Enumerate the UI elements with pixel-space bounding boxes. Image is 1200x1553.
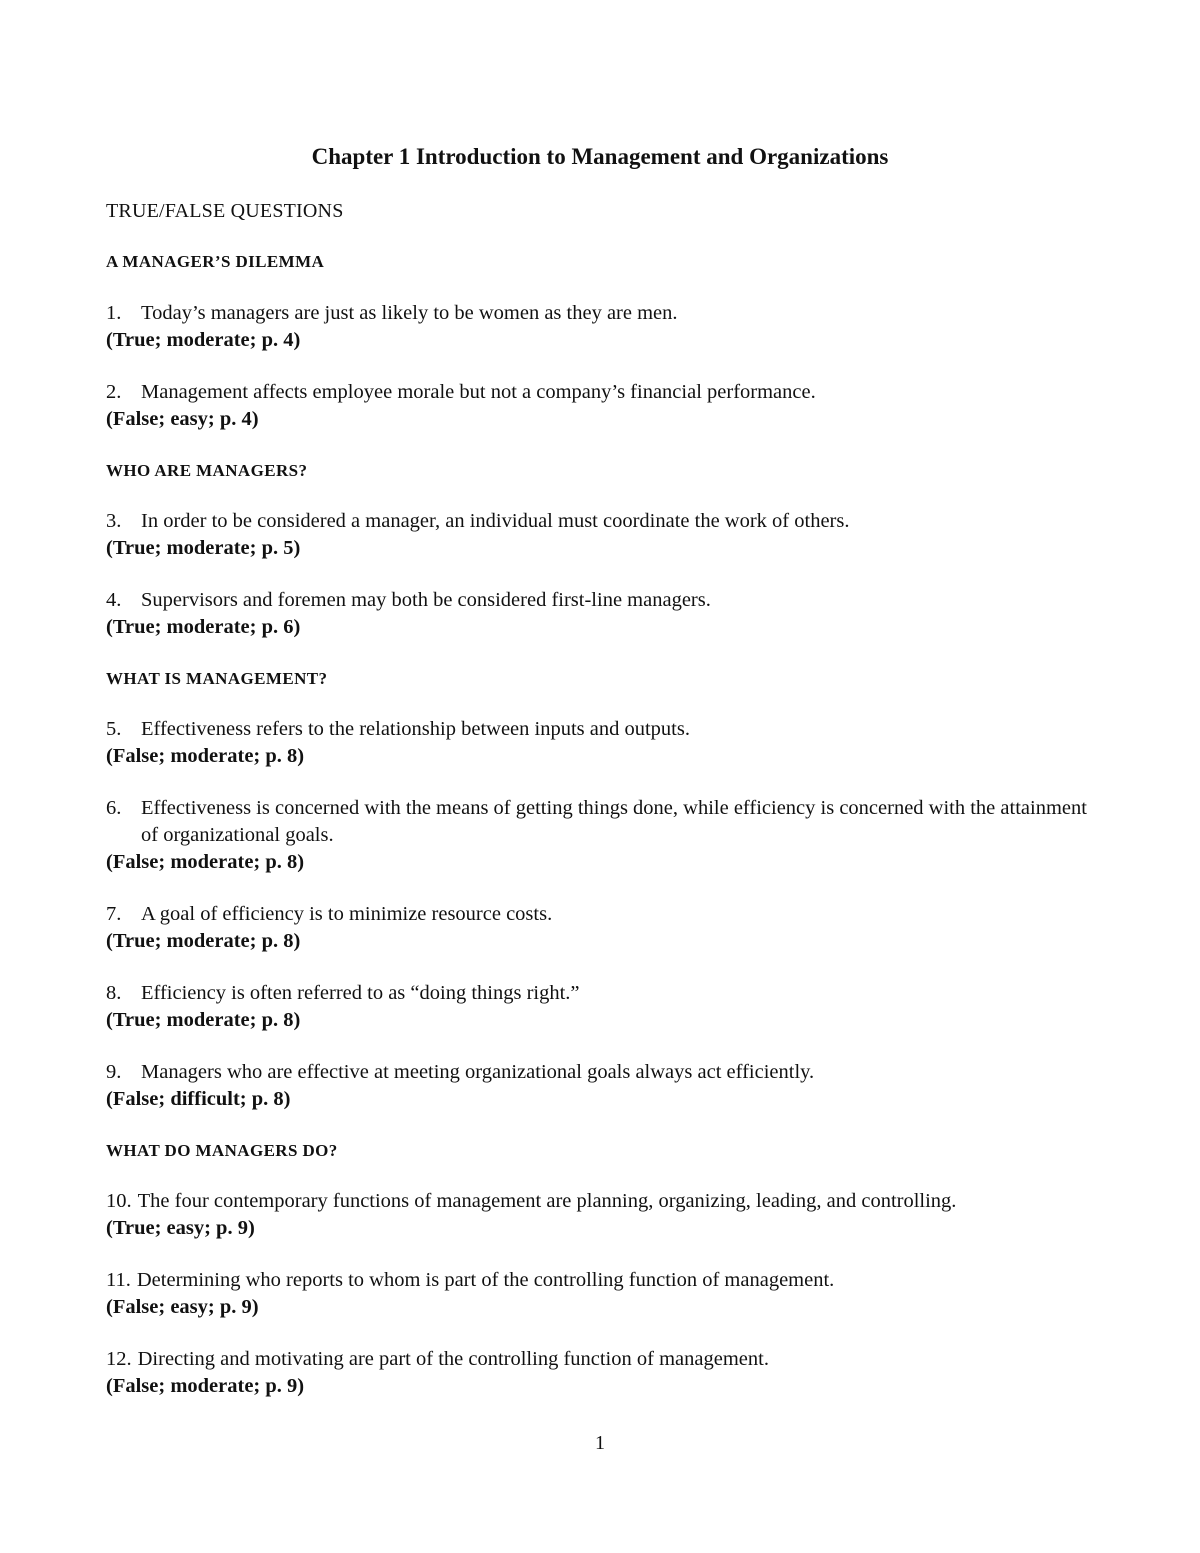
page-title: Chapter 1 Introduction to Management and Organizations — [311, 144, 889, 169]
section-heading-managers-dilemma: A MANAGER’S DILEMMA — [106, 252, 325, 271]
question-text: Supervisors and foremen may both be considered first-line managers. — [141, 589, 711, 611]
document-body — [106, 198, 1106, 1399]
question-text: Effectiveness is concerned with the means of getting things done, while efficiency is concerned with the attainment of organizational goals. — [141, 797, 1087, 846]
answer-key: (True; moderate; p. 8) — [106, 930, 301, 952]
question-number: 4. — [106, 589, 122, 611]
question-item — [106, 300, 1106, 353]
question-number: 6. — [106, 797, 122, 819]
question-number: 11. — [106, 1269, 131, 1291]
question-text-row — [106, 716, 1106, 743]
question-item — [106, 1346, 1106, 1399]
answer-key: (True; moderate; p. 4) — [106, 329, 301, 351]
question-text: Effectiveness refers to the relationship between inputs and outputs. — [141, 718, 690, 740]
section-heading-what-do-managers-do: WHAT DO MANAGERS DO? — [106, 1141, 338, 1160]
question-number: 7. — [106, 903, 122, 925]
answer-key: (False; moderate; p. 8) — [106, 745, 305, 767]
question-number: 12. — [106, 1348, 132, 1370]
question-number: 2. — [106, 381, 122, 403]
question-item — [106, 587, 1106, 640]
question-item — [106, 980, 1106, 1033]
answer-key: (True; moderate; p. 8) — [106, 1009, 301, 1031]
question-item — [106, 1059, 1106, 1112]
question-text-row — [106, 379, 1106, 406]
question-text-row — [106, 1346, 1106, 1373]
question-text-row — [106, 587, 1106, 614]
answer-key: (True; moderate; p. 6) — [106, 616, 301, 638]
answer-key: (False; difficult; p. 8) — [106, 1088, 291, 1110]
question-text: Management affects employee morale but not a company’s financial performance. — [141, 381, 816, 403]
question-text-row — [106, 980, 1106, 1007]
answer-key: (True; easy; p. 9) — [106, 1217, 255, 1239]
question-number: 5. — [106, 718, 122, 740]
section-heading-who-are-managers: WHO ARE MANAGERS? — [106, 461, 308, 480]
question-item — [106, 379, 1106, 432]
section-heading-what-is-management: WHAT IS MANAGEMENT? — [106, 669, 328, 688]
question-item — [106, 901, 1106, 954]
question-item — [106, 508, 1106, 561]
question-number: 1. — [106, 302, 122, 324]
question-text: In order to be considered a manager, an individual must coordinate the work of others. — [141, 510, 850, 532]
question-text-row — [106, 508, 1106, 535]
question-text-row — [106, 1267, 1106, 1294]
question-text: A goal of efficiency is to minimize resource costs. — [141, 903, 553, 925]
question-number: 3. — [106, 510, 122, 532]
answer-key: (False; moderate; p. 9) — [106, 1375, 305, 1397]
question-text: The four contemporary functions of management are planning, organizing, leading, and controlling. — [137, 1190, 957, 1212]
question-item — [106, 1188, 1106, 1241]
question-item — [106, 795, 1106, 875]
question-text: Directing and motivating are part of the controlling function of management. — [137, 1348, 769, 1370]
question-text-row — [106, 795, 1106, 849]
question-number: 9. — [106, 1061, 122, 1083]
answer-key: (False; easy; p. 9) — [106, 1296, 259, 1318]
question-text: Today’s managers are just as likely to be women as they are men. — [141, 302, 678, 324]
answer-key: (False; moderate; p. 8) — [106, 851, 305, 873]
answer-key: (True; moderate; p. 5) — [106, 537, 301, 559]
question-number: 8. — [106, 982, 122, 1004]
page-number: 1 — [595, 1432, 605, 1454]
question-text: Efficiency is often referred to as “doing things right.” — [141, 982, 580, 1004]
question-text-row — [106, 1188, 1106, 1215]
question-text: Managers who are effective at meeting organizational goals always act efficiently. — [141, 1061, 815, 1083]
main-heading: TRUE/FALSE QUESTIONS — [106, 200, 344, 222]
question-item — [106, 716, 1106, 769]
question-text-row — [106, 300, 1106, 327]
question-text: Determining who reports to whom is part of the controlling function of management. — [136, 1269, 835, 1291]
question-text-row — [106, 901, 1106, 928]
question-item — [106, 1267, 1106, 1320]
question-number: 10. — [106, 1190, 132, 1212]
answer-key: (False; easy; p. 4) — [106, 408, 259, 430]
question-text-row — [106, 1059, 1106, 1086]
